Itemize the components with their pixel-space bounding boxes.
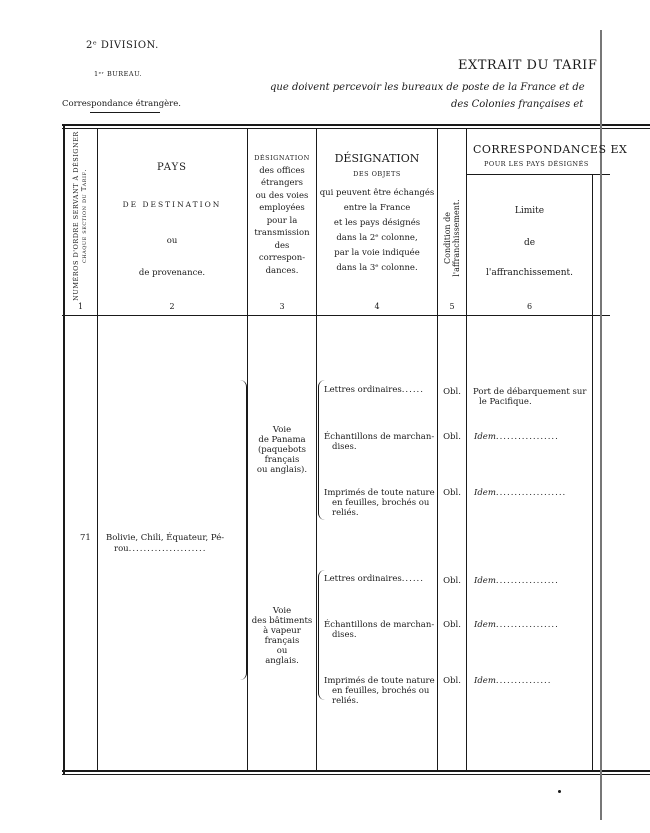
item-limit: Idem................. (474, 432, 559, 442)
item-condition: Obl. (443, 576, 461, 586)
item-object (324, 676, 435, 706)
item-limit-text: Idem (474, 488, 496, 498)
col6-header-limite: Limite (514, 206, 545, 216)
col4-header-line: dans la 2ᵉ colonne, (336, 233, 418, 243)
item-object (324, 620, 434, 640)
country-line2-text: rou (114, 544, 129, 554)
tarif-subtitle-line1: que doivent percevoir les bureaux de poste de la France et de (270, 82, 585, 93)
route1-line: français (264, 455, 300, 465)
route2-line: Voie (272, 606, 292, 616)
item-condition: Obl. (443, 620, 461, 630)
item-object-text: Imprimés de toute nature (324, 676, 435, 686)
col6-header-de: de (523, 238, 536, 248)
route1-line: (paquebots (257, 445, 307, 455)
col4-header-lines (317, 186, 437, 276)
col3-header-line: DÉSIGNATION (254, 154, 310, 162)
route1 (248, 425, 316, 475)
item-object-text: dises. (332, 442, 357, 452)
route1-line: ou anglais). (256, 465, 308, 475)
correspondance-label: Correspondance étrangère. (62, 99, 181, 109)
col-number: 5 (449, 302, 455, 311)
item-limit: Idem................... (474, 488, 567, 498)
col6-header-affranchissement: l'affranchissement. (486, 268, 573, 278)
bureau-label: 1ᵉʳ BUREAU. (94, 70, 143, 78)
col2-header-destination: DE DESTINATION (122, 200, 222, 209)
route2 (248, 606, 316, 666)
col4-header-line: qui peuvent être échangés (319, 188, 435, 198)
col4-header-line: dans la 3ᵉ colonne. (336, 263, 418, 273)
item-limit-text: Idem (474, 676, 496, 686)
route2-line: des bâtiments (251, 616, 313, 626)
item-object-text: Échantillons de marchan- (324, 432, 435, 442)
col3-header-line: des (274, 240, 290, 251)
item-object-text: Imprimés de toute nature (324, 488, 435, 498)
item-object (324, 488, 435, 518)
item-limit: Idem................. (474, 620, 559, 630)
route2-line: ou (276, 646, 288, 656)
col3-header-line: employées (259, 203, 305, 213)
col2-header-provenance: de provenance. (138, 268, 206, 278)
col3-header (248, 152, 316, 277)
tarif-title: EXTRAIT DU TARIF (458, 58, 598, 73)
item-limit-text: Idem (474, 620, 496, 630)
group-header-title: CORRESPONDANCES EX (473, 143, 628, 156)
col5-header: Condition de l'affranchissement. (443, 199, 461, 277)
col-number: 4 (374, 302, 380, 311)
country-brace (240, 380, 247, 680)
col-number: 1 (77, 302, 84, 311)
item-object-text: Échantillons de marchan- (324, 620, 435, 630)
col-number: 3 (279, 302, 285, 311)
route2-line: à vapeur (263, 626, 301, 636)
item-object-text: reliés. (332, 508, 359, 518)
item-object-text: Lettres ordinaires (324, 574, 402, 584)
col4-header-line: entre la France (343, 203, 411, 213)
item-condition: Obl. (443, 432, 461, 442)
item-object-text: en feuilles, brochés ou (332, 498, 430, 508)
col-number: 2 (169, 302, 175, 311)
item-condition: Obl. (443, 676, 461, 686)
col3-header-line: des offices (259, 165, 305, 176)
col3-header-line: transmission (254, 228, 310, 238)
row-number: 71 (80, 533, 91, 543)
group-header-sub: POUR LES PAYS DÉSIGNÉS (484, 160, 589, 168)
division-label: 2ᵉ DIVISION. (86, 40, 159, 51)
item-object-text: Lettres ordinaires (324, 385, 402, 395)
col3-header-line: étrangers (261, 178, 303, 188)
col1-header: NUMÉROS D'ORDRE SERVANT À DÉSIGNER chaque section du Tarif. (72, 131, 88, 301)
country-line1: Bolivie, Chili, Équateur, Pé- (106, 533, 225, 543)
item-object-text: reliés. (332, 696, 359, 706)
item-condition: Obl. (443, 387, 461, 397)
item-limit: Idem............... (474, 676, 552, 686)
item-object-text: en feuilles, brochés ou (332, 686, 430, 696)
col4-header-sub: DES OBJETS (353, 170, 401, 178)
col3-header-line: pour la (266, 215, 298, 226)
col4-header-line: par la voie indiquée (334, 248, 420, 258)
header-underline (90, 112, 160, 113)
item-limit (473, 387, 586, 407)
col4-header-title: DÉSIGNATION (334, 152, 420, 165)
item-object-text: dises. (332, 630, 357, 640)
item-limit: Idem................. (474, 576, 559, 586)
item-limit-line: le Pacifique. (479, 397, 532, 407)
tarif-subtitle-line2: des Colonies françaises et (451, 99, 584, 110)
country-line2: rou..................... (114, 544, 207, 554)
item-limit-line: Port de débarquement sur (473, 387, 587, 397)
col2-header-title: PAYS (156, 162, 188, 173)
ink-dot (558, 790, 561, 793)
col3-header-line: dances. (265, 265, 299, 276)
route1-line: Voie (272, 425, 292, 435)
route2-line: anglais. (265, 656, 299, 666)
item-limit-text: Idem (474, 576, 496, 586)
col-number: 6 (526, 302, 533, 311)
col3-header-line: ou des voies (255, 190, 309, 201)
col4-header-line: et les pays désignés (333, 218, 421, 228)
item-object: Lettres ordinaires...... (324, 385, 424, 395)
item-object (324, 432, 434, 452)
route2-line: français (264, 636, 300, 646)
item-condition: Obl. (443, 488, 461, 498)
col2-header-ou: ou (166, 236, 178, 246)
item-object: Lettres ordinaires...... (324, 574, 424, 584)
item-limit-text: Idem (474, 432, 496, 442)
route1-line: de Panama (258, 435, 306, 445)
col3-header-line: correspon- (258, 253, 306, 263)
